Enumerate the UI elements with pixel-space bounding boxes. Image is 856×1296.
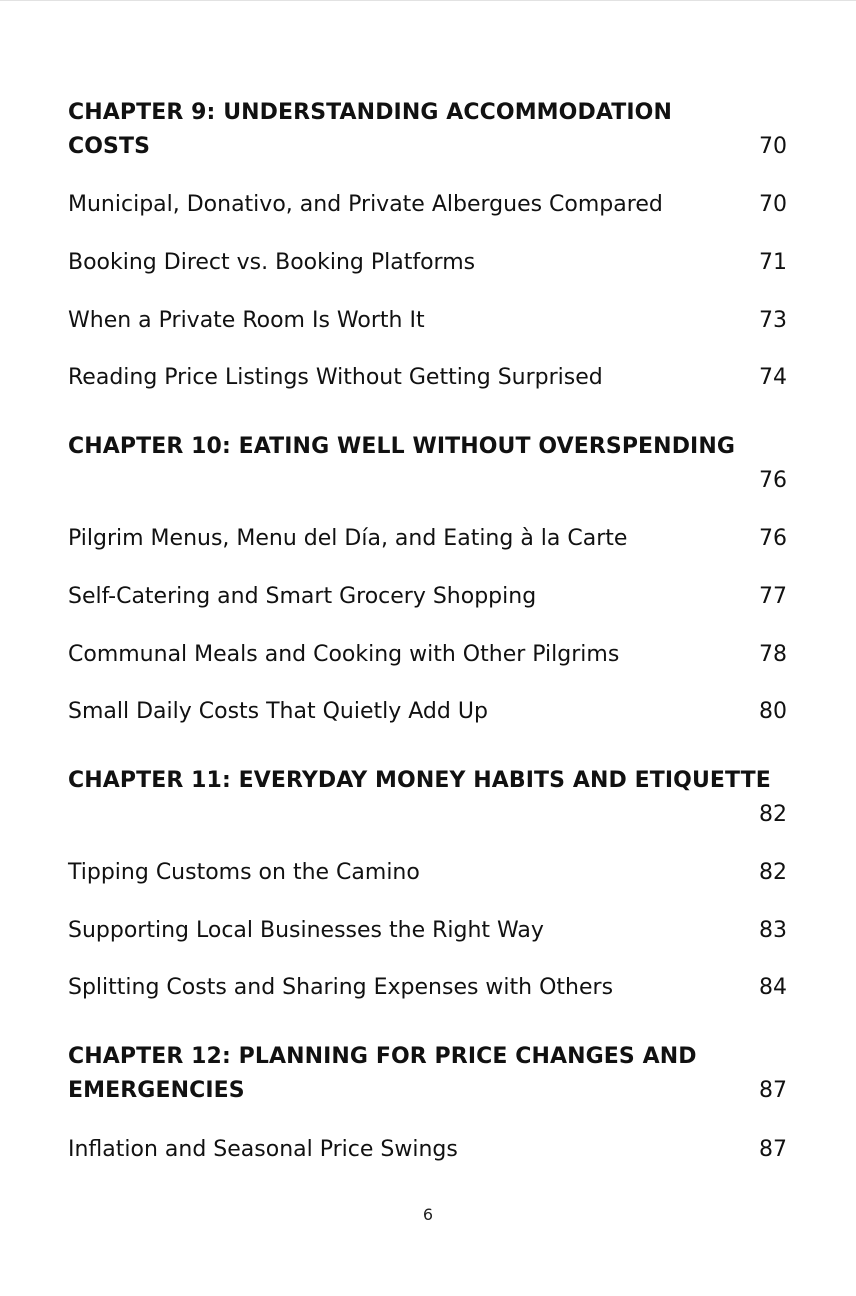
toc-entry-page: 87: [759, 1137, 787, 1162]
toc-entry-page: 70: [759, 192, 787, 217]
chapter-12-page-number: 87: [759, 1078, 787, 1103]
toc-entry-page: 78: [759, 642, 787, 667]
toc-entry-page: 82: [759, 860, 787, 885]
toc-entry[interactable]: [68, 914, 787, 948]
toc-entry-page: 80: [759, 699, 787, 724]
chapter-9-title-line-1: CHAPTER 9: UNDERSTANDING ACCOMMODATION: [68, 100, 672, 125]
chapter-11-page-number: 82: [759, 802, 787, 827]
toc-chapter-11[interactable]: [68, 764, 787, 832]
toc-entry[interactable]: [68, 522, 787, 556]
page-number: 6: [422, 1205, 434, 1224]
toc-entry[interactable]: [68, 361, 787, 395]
toc-entry-label: Booking Direct vs. Booking Platforms: [68, 250, 476, 275]
toc-entry-label: Supporting Local Businesses the Right Way: [68, 918, 544, 943]
toc-entry-page: 84: [759, 975, 787, 1000]
toc-entry-label: When a Private Room Is Worth It: [68, 308, 425, 333]
chapter-10-title: CHAPTER 10: EATING WELL WITHOUT OVERSPENDING: [68, 434, 736, 459]
chapter-9-page-number: 70: [759, 134, 787, 159]
toc-chapter-12[interactable]: [68, 1040, 787, 1108]
toc-entry-page: 74: [759, 365, 787, 390]
chapter-12-title-line-2: EMERGENCIES: [68, 1078, 245, 1103]
toc-entry[interactable]: [68, 188, 787, 222]
toc-entry[interactable]: [68, 1133, 787, 1167]
toc-entry-page: 73: [759, 308, 787, 333]
toc-entry[interactable]: [68, 580, 787, 614]
top-border: [0, 0, 856, 1]
toc-chapter-9[interactable]: [68, 96, 787, 164]
toc-entry-page: 83: [759, 918, 787, 943]
toc-entry[interactable]: [68, 695, 787, 729]
toc-entry[interactable]: [68, 856, 787, 890]
toc-entry-label: Self-Catering and Smart Grocery Shopping: [68, 584, 537, 609]
toc-entry-label: Small Daily Costs That Quietly Add Up: [68, 699, 488, 724]
toc-entry-label: Municipal, Donativo, and Private Albergues Compared: [68, 192, 663, 217]
chapter-12-title-line-1: CHAPTER 12: PLANNING FOR PRICE CHANGES AND: [68, 1044, 697, 1069]
toc-entry[interactable]: [68, 638, 787, 672]
chapter-10-page-number: 76: [759, 468, 787, 493]
toc-entry-page: 71: [759, 250, 787, 275]
chapter-9-title-line-2: COSTS: [68, 134, 151, 159]
toc-chapter-10[interactable]: [68, 430, 787, 498]
toc-entry-label: Reading Price Listings Without Getting Surprised: [68, 365, 603, 390]
toc-entry-label: Communal Meals and Cooking with Other Pilgrims: [68, 642, 620, 667]
toc-entry-label: Tipping Customs on the Camino: [68, 860, 420, 885]
toc-entry-label: Inflation and Seasonal Price Swings: [68, 1137, 458, 1162]
toc-entry-page: 76: [759, 526, 787, 551]
toc-entry-page: 77: [759, 584, 787, 609]
toc-entry[interactable]: [68, 246, 787, 280]
toc-entry[interactable]: [68, 304, 787, 338]
toc-entry[interactable]: [68, 971, 787, 1005]
toc-entry-label: Splitting Costs and Sharing Expenses with Others: [68, 975, 614, 1000]
toc-entry-label: Pilgrim Menus, Menu del Día, and Eating à la Carte: [68, 526, 628, 551]
chapter-11-title: CHAPTER 11: EVERYDAY MONEY HABITS AND ETIQUETTE: [68, 768, 771, 793]
